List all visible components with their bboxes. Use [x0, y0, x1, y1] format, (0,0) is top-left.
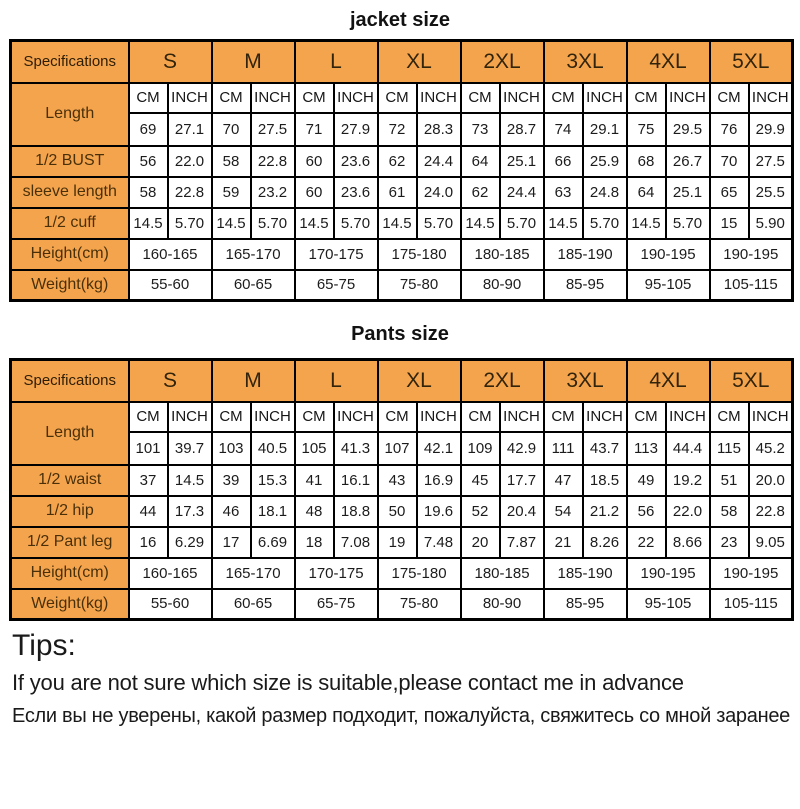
unit-header-cell: CM [129, 83, 168, 113]
value-cell: 42.1 [417, 432, 461, 465]
value-cell: 73 [461, 113, 500, 146]
jacket-size-table-container [9, 39, 791, 302]
value-cell: 21 [544, 527, 583, 558]
size-header-cell: 4XL [627, 41, 710, 83]
range-cell: 185-190 [544, 239, 627, 270]
value-cell: 16 [129, 527, 168, 558]
value-cell: 49 [627, 465, 666, 496]
value-cell: 14.5 [129, 208, 168, 239]
unit-header-cell: CM [710, 83, 749, 113]
range-cell: 160-165 [129, 239, 212, 270]
range-cell: 55-60 [129, 589, 212, 620]
value-cell: 48 [295, 496, 334, 527]
value-cell: 17.3 [168, 496, 212, 527]
value-cell: 44 [129, 496, 168, 527]
size-header-cell: M [212, 41, 295, 83]
value-cell: 70 [710, 146, 749, 177]
value-cell: 7.48 [417, 527, 461, 558]
range-cell: 55-60 [129, 270, 212, 301]
size-header-cell: 2XL [461, 41, 544, 83]
range-cell: 175-180 [378, 239, 461, 270]
value-cell: 29.5 [666, 113, 710, 146]
value-cell: 22.8 [168, 177, 212, 208]
value-cell: 14.5 [627, 208, 666, 239]
unit-header-cell: INCH [417, 402, 461, 432]
tips-line-english: If you are not sure which size is suitable,please contact me in advance [12, 669, 684, 695]
unit-header-cell: CM [544, 402, 583, 432]
value-cell: 22.8 [251, 146, 295, 177]
unit-header-cell: CM [378, 402, 417, 432]
value-cell: 42.9 [500, 432, 544, 465]
value-cell: 17 [212, 527, 251, 558]
value-cell: 58 [129, 177, 168, 208]
range-cell: 95-105 [627, 270, 710, 301]
value-cell: 44.4 [666, 432, 710, 465]
range-cell: 175-180 [378, 558, 461, 589]
value-cell: 25.9 [583, 146, 627, 177]
value-cell: 70 [212, 113, 251, 146]
value-cell: 20 [461, 527, 500, 558]
value-cell: 5.70 [500, 208, 544, 239]
value-cell: 17.7 [500, 465, 544, 496]
spec-header-cell: Specifications [11, 41, 129, 83]
value-cell: 25.1 [500, 146, 544, 177]
value-cell: 23.2 [251, 177, 295, 208]
value-cell: 19.2 [666, 465, 710, 496]
jacket-table-title: jacket size [349, 9, 451, 31]
value-cell: 15 [710, 208, 749, 239]
range-cell: 190-195 [627, 239, 710, 270]
range-cell: 65-75 [295, 270, 378, 301]
row-label-cell: 1/2 Pant leg [11, 527, 129, 558]
row-label-cell: Length [11, 402, 129, 465]
value-cell: 56 [129, 146, 168, 177]
value-cell: 66 [544, 146, 583, 177]
value-cell: 39.7 [168, 432, 212, 465]
value-cell: 45 [461, 465, 500, 496]
value-cell: 14.5 [378, 208, 417, 239]
value-cell: 103 [212, 432, 251, 465]
unit-header-cell: INCH [168, 83, 212, 113]
unit-header-cell: INCH [251, 402, 295, 432]
size-header-cell: 5XL [710, 41, 793, 83]
value-cell: 5.70 [583, 208, 627, 239]
size-header-cell: S [129, 360, 212, 402]
unit-header-cell: INCH [666, 402, 710, 432]
value-cell: 14.5 [544, 208, 583, 239]
size-header-cell: M [212, 360, 295, 402]
value-cell: 24.0 [417, 177, 461, 208]
pants-size-table [9, 358, 794, 621]
value-cell: 23 [710, 527, 749, 558]
size-header-cell: XL [378, 360, 461, 402]
value-cell: 71 [295, 113, 334, 146]
pants-table-title: Pants size [351, 323, 449, 345]
unit-header-cell: CM [461, 83, 500, 113]
size-header-cell: 4XL [627, 360, 710, 402]
value-cell: 18 [295, 527, 334, 558]
value-cell: 18.1 [251, 496, 295, 527]
value-cell: 20.4 [500, 496, 544, 527]
unit-header-cell: INCH [749, 83, 793, 113]
jacket-size-table [9, 39, 794, 302]
value-cell: 7.08 [334, 527, 378, 558]
value-cell: 111 [544, 432, 583, 465]
unit-header-cell: INCH [666, 83, 710, 113]
size-header-cell: 3XL [544, 41, 627, 83]
value-cell: 24.4 [417, 146, 461, 177]
range-cell: 105-115 [710, 589, 793, 620]
value-cell: 69 [129, 113, 168, 146]
value-cell: 6.29 [168, 527, 212, 558]
range-cell: 105-115 [710, 270, 793, 301]
range-cell: 165-170 [212, 239, 295, 270]
unit-header-cell: INCH [500, 83, 544, 113]
value-cell: 9.05 [749, 527, 793, 558]
value-cell: 7.87 [500, 527, 544, 558]
value-cell: 61 [378, 177, 417, 208]
size-header-cell: L [295, 41, 378, 83]
unit-header-cell: INCH [583, 402, 627, 432]
unit-header-cell: INCH [749, 402, 793, 432]
range-cell: 85-95 [544, 270, 627, 301]
value-cell: 28.3 [417, 113, 461, 146]
tips-heading: Tips: [12, 629, 76, 662]
value-cell: 60 [295, 177, 334, 208]
range-cell: 185-190 [544, 558, 627, 589]
unit-header-cell: CM [212, 83, 251, 113]
unit-header-cell: INCH [583, 83, 627, 113]
value-cell: 76 [710, 113, 749, 146]
value-cell: 59 [212, 177, 251, 208]
value-cell: 19 [378, 527, 417, 558]
range-cell: 60-65 [212, 589, 295, 620]
value-cell: 26.7 [666, 146, 710, 177]
value-cell: 105 [295, 432, 334, 465]
row-label-cell: sleeve length [11, 177, 129, 208]
size-header-cell: L [295, 360, 378, 402]
value-cell: 5.70 [168, 208, 212, 239]
value-cell: 29.9 [749, 113, 793, 146]
row-label-cell: Height(cm) [11, 239, 129, 270]
row-label-cell: 1/2 waist [11, 465, 129, 496]
range-cell: 190-195 [710, 558, 793, 589]
size-header-cell: XL [378, 41, 461, 83]
value-cell: 20.0 [749, 465, 793, 496]
unit-header-cell: CM [461, 402, 500, 432]
unit-header-cell: CM [378, 83, 417, 113]
value-cell: 64 [627, 177, 666, 208]
unit-header-cell: INCH [500, 402, 544, 432]
value-cell: 39 [212, 465, 251, 496]
value-cell: 27.5 [749, 146, 793, 177]
range-cell: 80-90 [461, 270, 544, 301]
value-cell: 63 [544, 177, 583, 208]
value-cell: 16.1 [334, 465, 378, 496]
value-cell: 62 [378, 146, 417, 177]
range-cell: 85-95 [544, 589, 627, 620]
value-cell: 54 [544, 496, 583, 527]
unit-header-cell: CM [295, 402, 334, 432]
range-cell: 170-175 [295, 239, 378, 270]
size-header-cell: S [129, 41, 212, 83]
value-cell: 101 [129, 432, 168, 465]
value-cell: 5.90 [749, 208, 793, 239]
range-cell: 75-80 [378, 270, 461, 301]
value-cell: 14.5 [461, 208, 500, 239]
value-cell: 5.70 [666, 208, 710, 239]
unit-header-cell: INCH [334, 83, 378, 113]
unit-header-cell: CM [627, 83, 666, 113]
value-cell: 74 [544, 113, 583, 146]
value-cell: 14.5 [212, 208, 251, 239]
value-cell: 24.4 [500, 177, 544, 208]
row-label-cell: 1/2 hip [11, 496, 129, 527]
unit-header-cell: CM [295, 83, 334, 113]
value-cell: 16.9 [417, 465, 461, 496]
value-cell: 68 [627, 146, 666, 177]
row-label-cell: Height(cm) [11, 558, 129, 589]
value-cell: 23.6 [334, 146, 378, 177]
value-cell: 28.7 [500, 113, 544, 146]
value-cell: 22.0 [168, 146, 212, 177]
value-cell: 25.1 [666, 177, 710, 208]
row-label-cell: Weight(kg) [11, 589, 129, 620]
value-cell: 14.5 [295, 208, 334, 239]
size-header-cell: 2XL [461, 360, 544, 402]
value-cell: 107 [378, 432, 417, 465]
range-cell: 165-170 [212, 558, 295, 589]
value-cell: 19.6 [417, 496, 461, 527]
value-cell: 37 [129, 465, 168, 496]
range-cell: 190-195 [627, 558, 710, 589]
range-cell: 180-185 [461, 558, 544, 589]
value-cell: 27.1 [168, 113, 212, 146]
size-header-cell: 3XL [544, 360, 627, 402]
range-cell: 160-165 [129, 558, 212, 589]
value-cell: 22 [627, 527, 666, 558]
value-cell: 43.7 [583, 432, 627, 465]
value-cell: 18.5 [583, 465, 627, 496]
unit-header-cell: INCH [251, 83, 295, 113]
range-cell: 170-175 [295, 558, 378, 589]
range-cell: 95-105 [627, 589, 710, 620]
value-cell: 18.8 [334, 496, 378, 527]
value-cell: 5.70 [334, 208, 378, 239]
value-cell: 65 [710, 177, 749, 208]
value-cell: 58 [212, 146, 251, 177]
value-cell: 8.66 [666, 527, 710, 558]
size-header-cell: 5XL [710, 360, 793, 402]
value-cell: 60 [295, 146, 334, 177]
unit-header-cell: CM [544, 83, 583, 113]
value-cell: 109 [461, 432, 500, 465]
range-cell: 180-185 [461, 239, 544, 270]
value-cell: 8.26 [583, 527, 627, 558]
value-cell: 41 [295, 465, 334, 496]
value-cell: 64 [461, 146, 500, 177]
unit-header-cell: INCH [417, 83, 461, 113]
value-cell: 27.5 [251, 113, 295, 146]
value-cell: 43 [378, 465, 417, 496]
value-cell: 45.2 [749, 432, 793, 465]
value-cell: 29.1 [583, 113, 627, 146]
spec-header-cell: Specifications [11, 360, 129, 402]
row-label-cell: Length [11, 83, 129, 146]
range-cell: 60-65 [212, 270, 295, 301]
unit-header-cell: CM [627, 402, 666, 432]
value-cell: 62 [461, 177, 500, 208]
value-cell: 22.8 [749, 496, 793, 527]
value-cell: 113 [627, 432, 666, 465]
tips-line-russian: Если вы не уверены, какой размер подходит, пожалуйста, свяжитесь со мной заранее [12, 704, 790, 727]
row-label-cell: 1/2 BUST [11, 146, 129, 177]
value-cell: 5.70 [417, 208, 461, 239]
unit-header-cell: CM [129, 402, 168, 432]
unit-header-cell: INCH [168, 402, 212, 432]
value-cell: 5.70 [251, 208, 295, 239]
value-cell: 52 [461, 496, 500, 527]
value-cell: 14.5 [168, 465, 212, 496]
value-cell: 51 [710, 465, 749, 496]
value-cell: 72 [378, 113, 417, 146]
value-cell: 15.3 [251, 465, 295, 496]
unit-header-cell: CM [212, 402, 251, 432]
value-cell: 46 [212, 496, 251, 527]
value-cell: 75 [627, 113, 666, 146]
value-cell: 41.3 [334, 432, 378, 465]
row-label-cell: Weight(kg) [11, 270, 129, 301]
row-label-cell: 1/2 cuff [11, 208, 129, 239]
value-cell: 58 [710, 496, 749, 527]
value-cell: 115 [710, 432, 749, 465]
size-chart-page [0, 9, 800, 728]
pants-size-table-container [9, 358, 791, 621]
value-cell: 40.5 [251, 432, 295, 465]
unit-header-cell: INCH [334, 402, 378, 432]
value-cell: 25.5 [749, 177, 793, 208]
range-cell: 80-90 [461, 589, 544, 620]
value-cell: 50 [378, 496, 417, 527]
value-cell: 27.9 [334, 113, 378, 146]
value-cell: 56 [627, 496, 666, 527]
value-cell: 21.2 [583, 496, 627, 527]
unit-header-cell: CM [710, 402, 749, 432]
value-cell: 6.69 [251, 527, 295, 558]
range-cell: 65-75 [295, 589, 378, 620]
value-cell: 22.0 [666, 496, 710, 527]
range-cell: 190-195 [710, 239, 793, 270]
value-cell: 23.6 [334, 177, 378, 208]
range-cell: 75-80 [378, 589, 461, 620]
value-cell: 47 [544, 465, 583, 496]
tips-section [12, 629, 800, 728]
value-cell: 24.8 [583, 177, 627, 208]
